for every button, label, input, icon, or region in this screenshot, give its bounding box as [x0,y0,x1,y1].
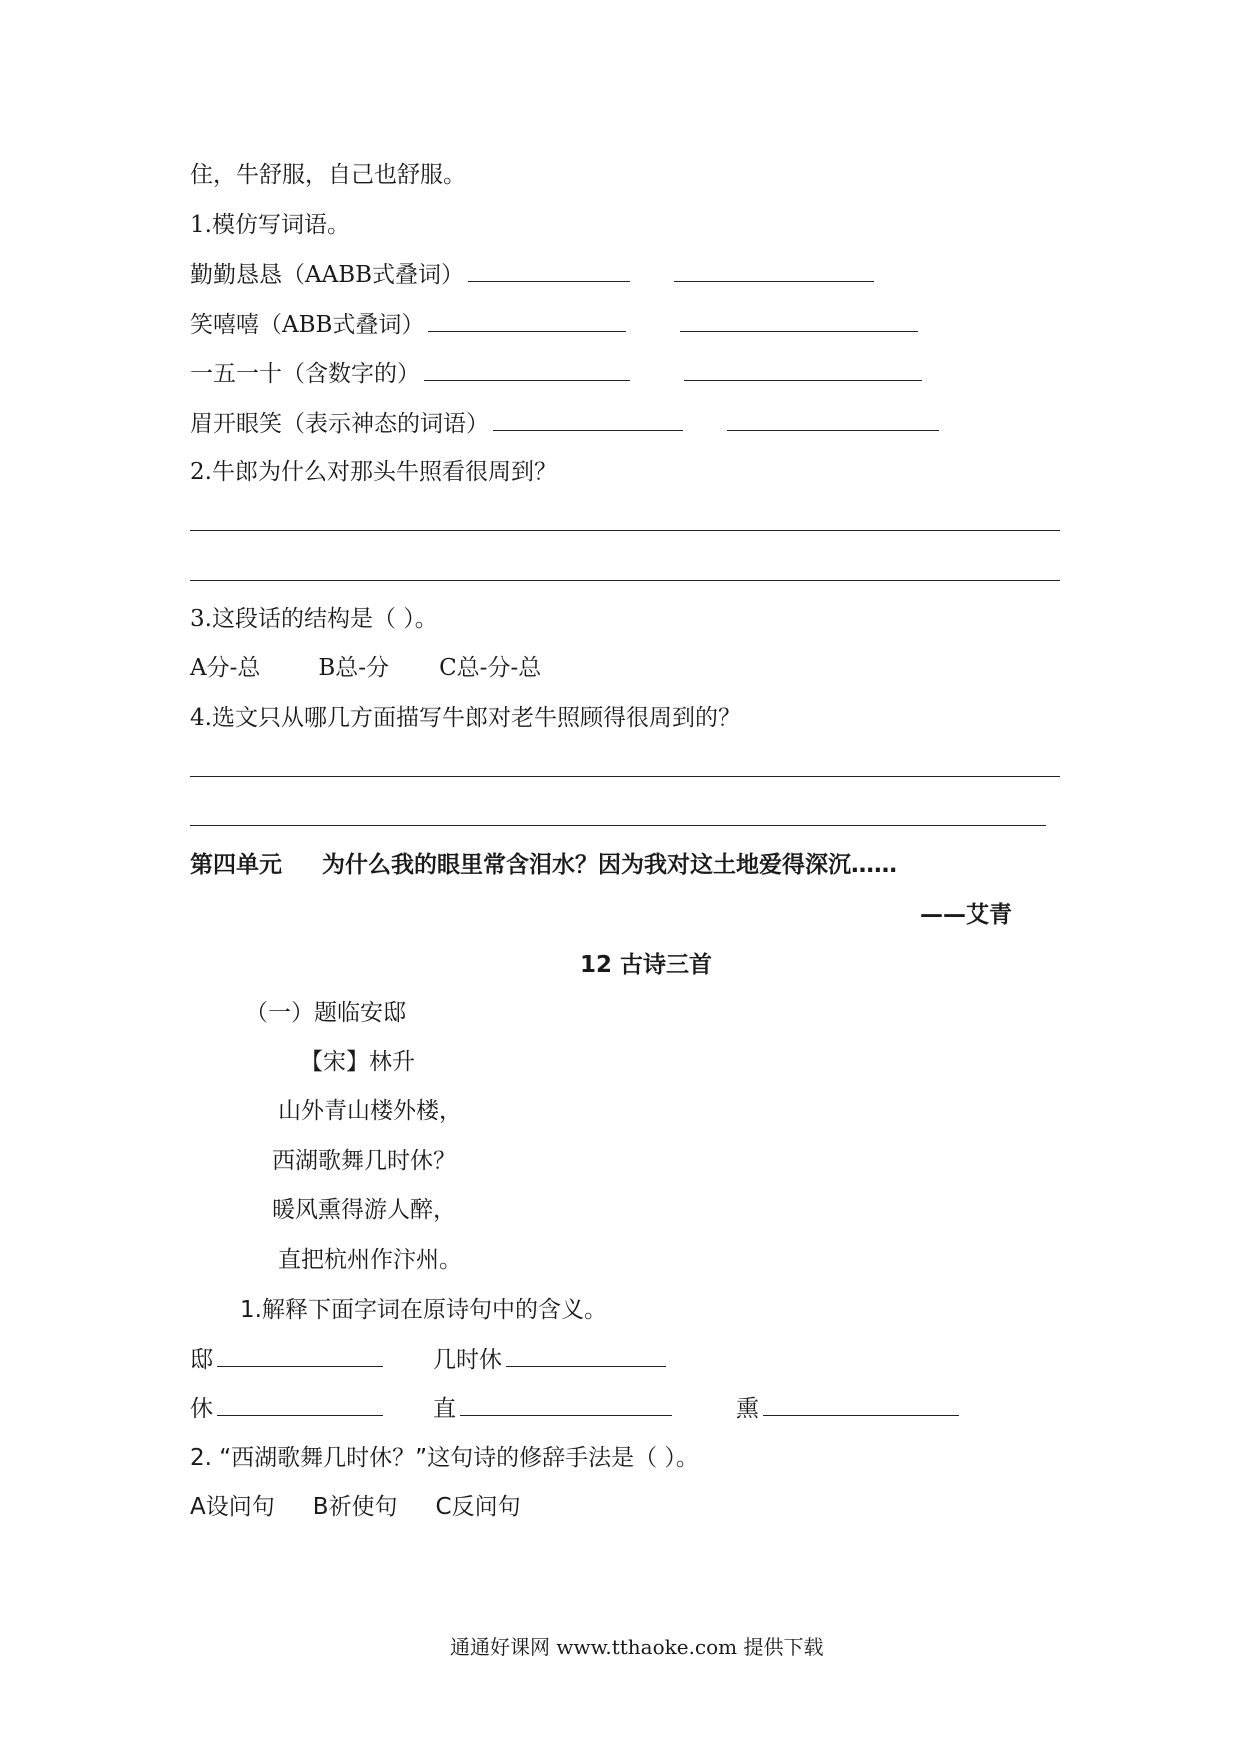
q3-option-c[interactable]: C总-分-总 [439,655,542,681]
answer-line[interactable] [190,776,1060,777]
q3-option-a[interactable]: A分-总 [190,655,261,681]
pq1-item-zhi: 直 [433,1396,456,1422]
q1-row-4 [190,408,939,439]
unit-quote: 为什么我的眼里常含泪水？因为我对这土地爱得深沉…… [322,852,897,878]
answer-blank[interactable] [727,408,939,431]
answer-blank[interactable] [468,259,630,282]
unit-heading: 第四单元 [190,852,282,878]
answer-blank[interactable] [674,259,874,282]
pq1-item-xun: 熏 [736,1396,759,1422]
lesson-title: 12 古诗三首 [580,952,713,978]
answer-line[interactable] [190,825,1046,826]
poem-line-2: 西湖歌舞几时休？ [272,1148,456,1174]
pq1-row-1 [190,1344,666,1375]
answer-blank[interactable] [460,1393,672,1416]
answer-blank[interactable] [493,408,683,431]
pq2-option-c[interactable]: C反问句 [435,1494,521,1520]
q1-row-1 [190,259,874,290]
pq1-item-di: 邸 [190,1347,213,1373]
answer-blank[interactable] [763,1393,959,1416]
q1-row-3-prompt: 一五一十（含数字的） [190,361,420,387]
pq1-item-xiu: 休 [190,1396,213,1422]
pq1-row-2 [190,1393,959,1424]
pq2-options [190,1492,521,1522]
poem-line-4: 直把杭州作汴州。 [278,1247,462,1273]
q1-row-1-prompt: 勤勤恳恳（AABB式叠词） [190,262,465,288]
unit-quote-author: ——艾青 [920,902,1012,928]
q1-title: 1.模仿写词语。 [190,212,350,238]
answer-blank[interactable] [424,358,630,381]
poem-line-1: 山外青山楼外楼， [278,1098,462,1124]
poem-title: （一）题临安邸 [245,1000,406,1026]
q1-row-2-prompt: 笑嘻嘻（ABB式叠词） [190,312,425,338]
unit-heading-line [190,850,897,880]
answer-blank[interactable] [684,358,922,381]
answer-blank[interactable] [428,309,626,332]
q1-row-4-prompt: 眉开眼笑（表示神态的词语） [190,411,489,437]
answer-line[interactable] [190,580,1060,581]
pq2-title: 2. “西湖歌舞几时休？”这句诗的修辞手法是（ ）。 [190,1445,699,1471]
q3-options [190,653,541,683]
pq2-option-a[interactable]: A设问句 [190,1494,275,1520]
poem-author: 【宋】林升 [300,1049,415,1075]
answer-blank[interactable] [680,309,918,332]
answer-blank[interactable] [217,1344,383,1367]
pq1-item-jishixiu: 几时休 [433,1347,502,1373]
answer-blank[interactable] [506,1344,666,1367]
q4-title: 4.选文只从哪几方面描写牛郎对老牛照顾得很周到的？ [190,705,741,731]
answer-line[interactable] [190,530,1060,531]
answer-blank[interactable] [217,1393,383,1416]
pq1-title: 1.解释下面字词在原诗句中的含义。 [240,1297,607,1323]
pq2-option-b[interactable]: B祈使句 [312,1494,398,1520]
poem-line-3: 暖风熏得游人醉， [272,1197,456,1223]
q1-row-2 [190,309,918,340]
q3-title: 3.这段话的结构是（ ）。 [190,606,438,632]
page-footer: 通通好课网 www.tthaoke.com 提供下载 [450,1635,824,1659]
q3-option-b[interactable]: B总-分 [318,655,390,681]
q1-row-3 [190,358,922,389]
q2-title: 2.牛郎为什么对那头牛照看很周到？ [190,459,557,485]
passage-end-line: 住，牛舒服，自己也舒服。 [190,162,466,188]
